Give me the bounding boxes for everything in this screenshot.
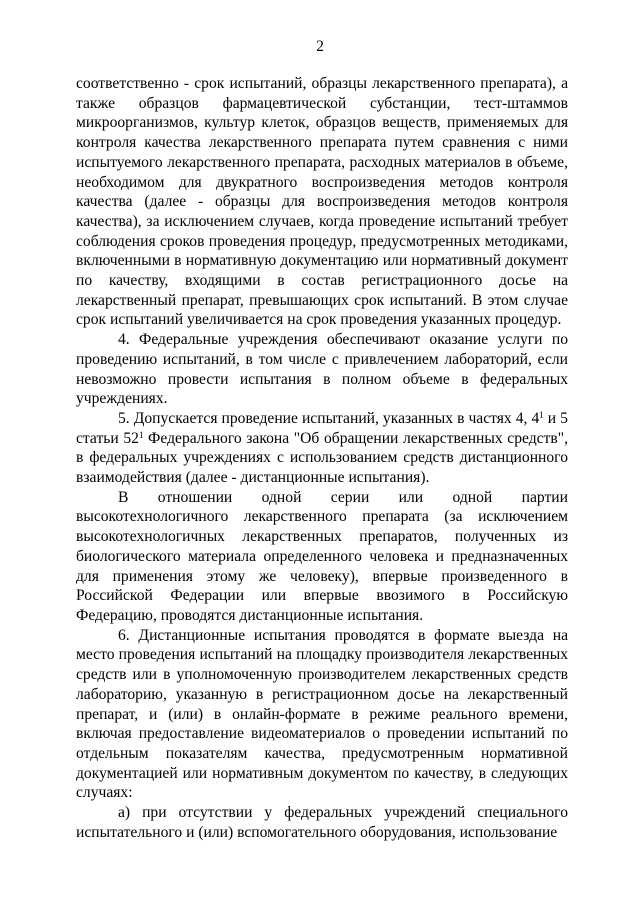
page-number: 2 xyxy=(316,38,324,55)
paragraph-item-6: 6. Дистанционные испытания проводятся в формате выезда на место проведения испытаний на площадку производителя лекарственных средств или в уполномоченную производителем лекарственных средств лабораторию, указанную в регистрационном досье на лекарственный препарат, и (или) в онлайн-формате в режиме реального времени, включая предоставление видеоматериалов о проведении испытаний по отдельным показателям качества, предусмотренным нормативной документацией или нормативным документом по качеству, в следующих случаях: xyxy=(76,626,568,802)
paragraph-item-5-text-a: 5. Допускается проведение испытаний, указанных в частях 4, 4 xyxy=(118,409,540,427)
paragraph-item-4: 4. Федеральные учреждения обеспечивают оказание услуги по проведению испытаний, в том числе с привлечением лабораторий, если невозможно провести испытания в полном объеме в федеральных учреждениях. xyxy=(76,331,568,408)
superscript-one: 1 xyxy=(138,429,144,440)
document-body xyxy=(76,74,568,842)
paragraph-continuation: соответственно - срок испытаний, образцы лекарственного препарата), а также образцов фармацевтической субстанции, тест-штаммов микроорганизмов, культур клеток, образцов веществ, применяемых для контроля качества лекарственного препарата путем сравнения с ними испытуемого лекарственного препарата, расходных материалов в объеме, необходимом для двукратного воспроизведения методов контроля качества (далее - образцы для воспроизведения методов контроля качества), за исключением случаев, когда проведение испытаний требует соблюдения сроков проведения процедур, предусмотренных методиками, включенными в нормативную документацию или нормативный документ по качеству, входящими в состав регистрационного досье на лекарственный препарат, превышающих срок испытаний. В этом случае срок испытаний увеличивается на срок проведения указанных процедур. xyxy=(76,75,568,329)
paragraph-item-5-text-c: Федерального закона "Об обращении лекарственных средств", в федеральных учреждениях с использованием средств дистанционного взаимодействия (далее - дистанционные испытания). xyxy=(76,429,568,487)
paragraph-item-5-text-b: и 5 статьи 52 xyxy=(76,409,568,447)
superscript-one: 1 xyxy=(539,409,544,420)
paragraph-subitem-a: а) при отсутствии у федеральных учреждений специального испытательного и (или) вспомогательного оборудования, использование xyxy=(76,804,568,841)
paragraph-item-5 xyxy=(76,409,568,488)
paragraph-high-tech-drugs: В отношении одной серии или одной партии высокотехнологичного лекарственного препарата (за исключением высокотехнологичных лекарственных препаратов, полученных из биологического материала определенного человека и предназначенных для применения этому же человеку), впервые произведенного в Российской Федерации или впервые ввозимого в Российскую Федерацию, проводятся дистанционные испытания. xyxy=(76,488,568,624)
